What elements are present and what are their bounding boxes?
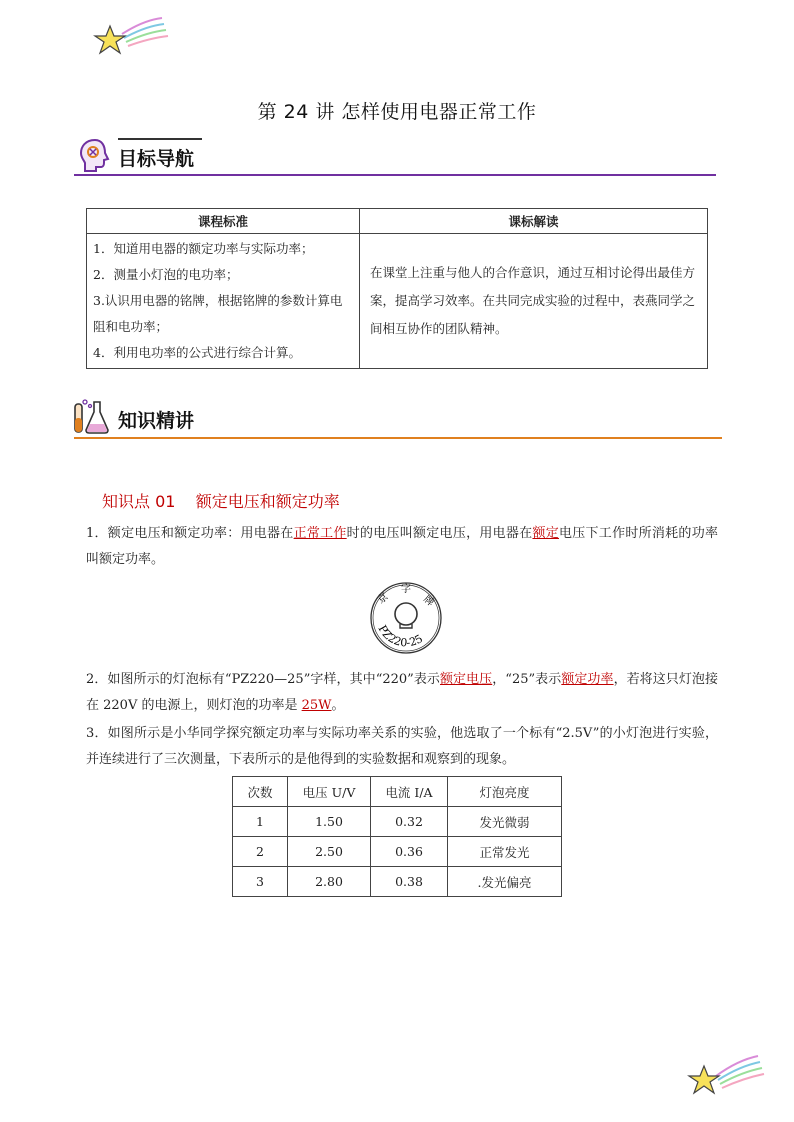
table-cell: 2	[233, 837, 288, 867]
page-title: 第 24 讲 怎样使用电器正常工作	[257, 101, 537, 123]
standard-item: 1．知道用电器的额定功率与实际功率；	[93, 241, 314, 256]
objectives-table	[86, 208, 708, 369]
head-brain-icon	[78, 138, 112, 174]
paragraph-1	[86, 521, 718, 573]
bulb-nameplate-figure	[367, 578, 445, 660]
table-cell: .发光偏亮	[448, 867, 562, 897]
answer-underline: 25W	[301, 698, 332, 713]
standard-item: 2．测量小灯泡的电功率；	[93, 267, 239, 282]
objectives-standards-cell	[87, 234, 360, 369]
answer-underline: 正常工作	[293, 526, 347, 541]
answer-underline: 额定电压	[439, 672, 493, 687]
table-cell: 0.32	[371, 807, 448, 837]
p2-text: ，“25”表示	[492, 672, 562, 687]
bulb-char: 字	[401, 584, 411, 595]
paragraph-2	[86, 667, 718, 719]
bulb-char: 牌	[421, 593, 436, 609]
flask-icon	[72, 398, 112, 436]
star-decoration-top	[92, 14, 172, 60]
table-header: 电压 U/V	[288, 777, 371, 807]
p1-text: 1．额定电压和额定功率：用电器在	[86, 526, 294, 541]
knowledge-point-title: 知识点 01 额定电压和额定功率	[102, 492, 340, 511]
table-cell: 3	[233, 867, 288, 897]
table-row	[233, 867, 562, 897]
star-decoration-bottom	[686, 1050, 766, 1100]
standard-item: 3.认识用电器的铭牌，根据铭牌的参数计算电阻和电功率；	[93, 293, 343, 334]
table-cell: 2.80	[288, 867, 371, 897]
experiment-data-table	[232, 776, 562, 897]
bulb-rating-text: PZ220-25	[375, 622, 426, 650]
objectives-header-standard: 课程标准	[87, 209, 360, 234]
section-title-objectives: 目标导航	[118, 148, 195, 170]
section-title-overline	[118, 138, 202, 140]
standard-item: 4．利用电功率的公式进行综合计算。	[93, 345, 301, 360]
table-cell: 0.36	[371, 837, 448, 867]
table-cell: 2.50	[288, 837, 371, 867]
section-header-knowledge	[72, 398, 718, 438]
table-row	[233, 837, 562, 867]
bulb-char: 京	[375, 591, 391, 607]
p1-text: 时的电压叫额定电压，用电器在	[346, 526, 533, 541]
objectives-interpretation-cell: 在课堂上注重与他人的合作意识，通过互相讨论得出最佳方案，提高学习效率。在共同完成实验的过程中，表燕同学之间相互协作的团队精神。	[360, 234, 708, 369]
table-cell: 正常发光	[448, 837, 562, 867]
section-title-knowledge: 知识精讲	[118, 410, 195, 432]
table-header: 次数	[233, 777, 288, 807]
paragraph-3: 3．如图所示是小华同学探究额定功率与实际功率关系的实验，他选取了一个标有“2.5V”的小灯泡进行实验，并连续进行了三次测量，下表所示的是他得到的实验数据和观察到的现象。	[86, 726, 718, 767]
table-cell: 0.38	[371, 867, 448, 897]
section-divider-knowledge	[74, 437, 722, 439]
table-header: 电流 I/A	[371, 777, 448, 807]
p1-text: 电压下工作时所消耗的功率叫额定功率。	[86, 526, 718, 567]
p2-text: 。	[331, 698, 345, 713]
p2-text: 2．如图所示的灯泡标有“PZ220—25”字样，其中“220”表示	[86, 672, 440, 687]
answer-underline: 额定	[532, 526, 559, 541]
answer-underline: 额定功率	[561, 672, 614, 687]
p2-text: ，若将这只灯泡接在 220V 的电源上，则灯泡的功率是	[86, 672, 718, 713]
section-divider-objectives	[74, 174, 716, 176]
table-cell: 发光微弱	[448, 807, 562, 837]
objectives-header-interpretation: 课标解读	[360, 209, 708, 234]
table-row	[233, 807, 562, 837]
section-header-objectives	[72, 136, 718, 176]
table-cell: 1	[233, 807, 288, 837]
table-header: 灯泡亮度	[448, 777, 562, 807]
table-cell: 1.50	[288, 807, 371, 837]
